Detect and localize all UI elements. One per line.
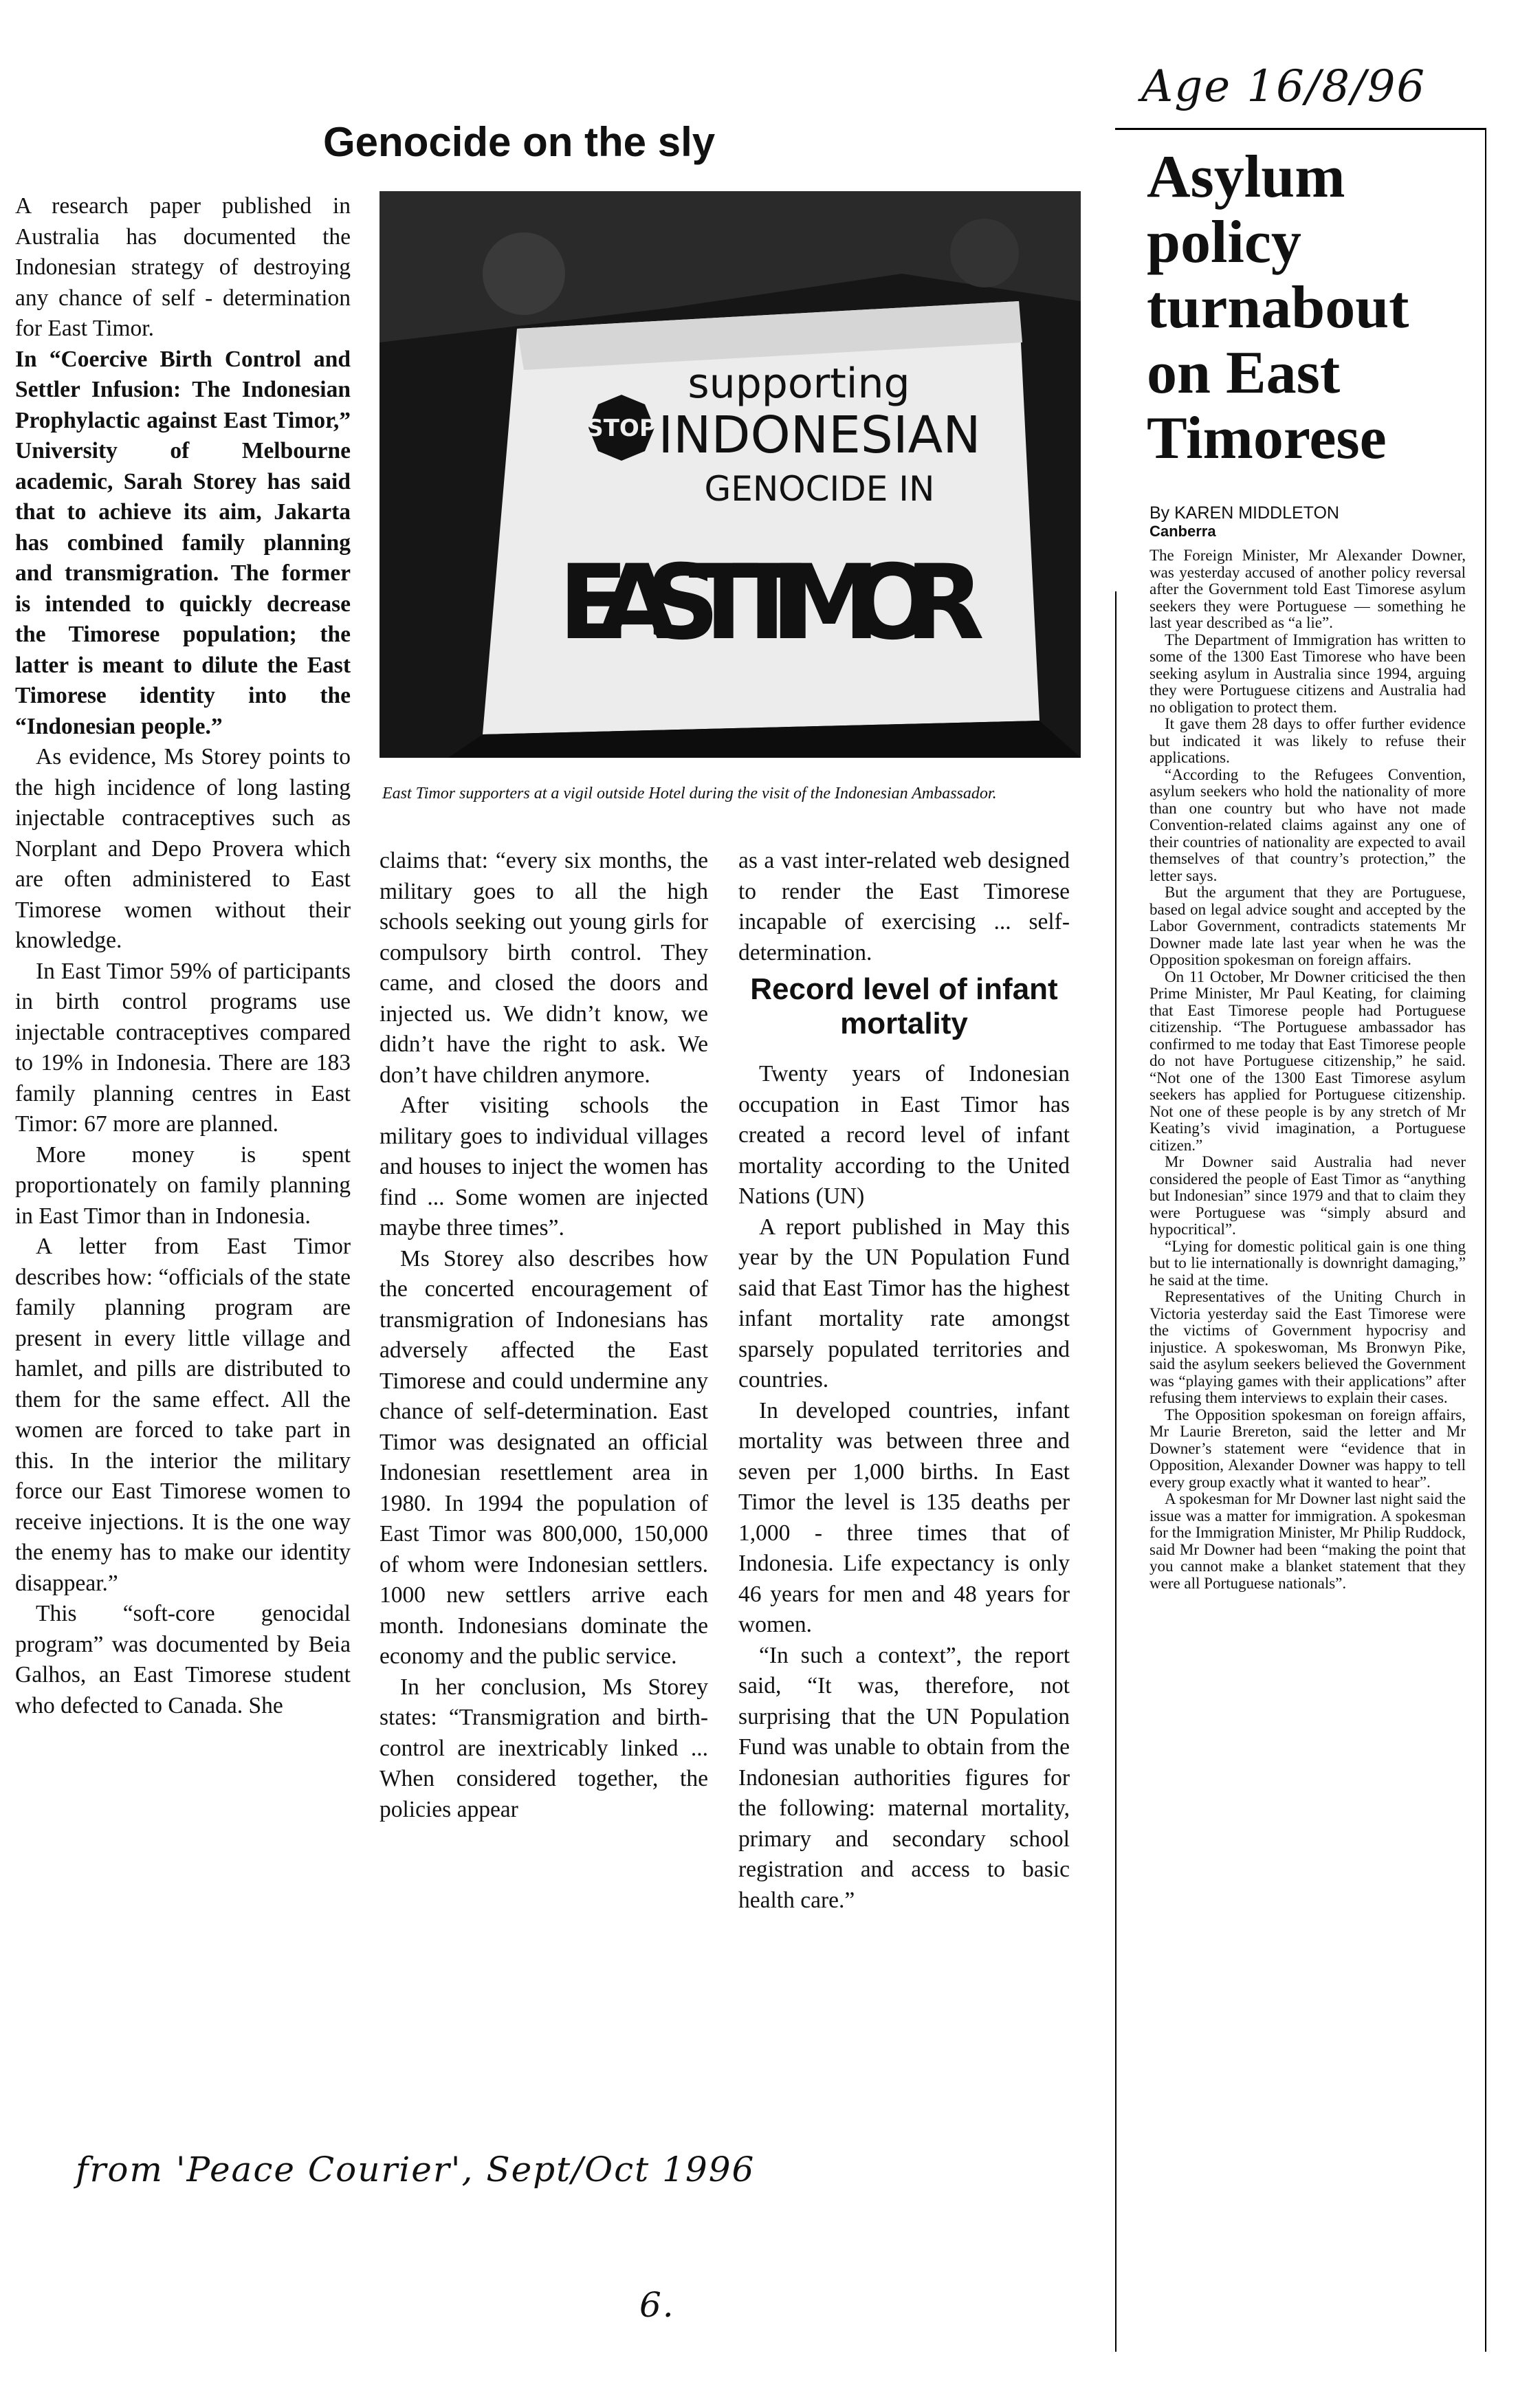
- photo-banner-line: EAST TIMOR: [558, 543, 984, 663]
- headline-line: on East: [1147, 340, 1341, 406]
- paragraph: In East Timor 59% of participants in birth control programs use injectable contraceptives compared to 19% in Indonesia. There are 183 family planning centres in East Timor: 67 more are planned.: [15, 958, 351, 1137]
- article-column-2: [380, 846, 708, 1825]
- paragraph: A spokesman for Mr Downer last night said the issue was a matter for immigration. A spokesman for the Immigration Minister, Mr Philip Ruddock, said Mr Downer had been “making the point that you cannot make a blanket statement that they were all Portuguese nationals”.: [1150, 1490, 1466, 1592]
- handwritten-date-note: Age 16/8/96: [1141, 61, 1427, 112]
- paragraph: But the argument that they are Portuguese, based on legal advice sought and accepted by the Labor Government, contradicts statements Mr Downer made late last year when he was the Opposition spokesman on foreign affairs.: [1150, 884, 1466, 968]
- photo-banner-line: INDONESIAN: [658, 406, 981, 465]
- article-column-1: [15, 191, 351, 1721]
- dateline: Canberra: [1150, 523, 1216, 540]
- paragraph: claims that: “every six months, the military goes to all the high schools seeking out young girls for compulsory birth control. They came, and closed the doors and injected us. We didn’t know, we didn’t have the right to ask. We don’t have children anymore.: [380, 848, 708, 1088]
- paragraph: Representatives of the Uniting Church in Victoria yesterday said the East Timorese were the victims of Government hypocrisy and injustice. A spokeswoman, Ms Bronwyn Pike, said the asylum seekers believed the Government was “playing games with their applications” after refusing them interviews to explain their cases.: [1150, 1288, 1466, 1406]
- paragraph: “In such a context”, the report said, “It was, therefore, not surprising that the UN Population Fund was unable to obtain from the Indonesian authorities figures for the following: maternal mortality, primary and secondary school registration and access to basic health care.”: [738, 1642, 1070, 1913]
- handwritten-source-note: from 'Peace Courier', Sept/Oct 1996: [76, 2150, 756, 2189]
- column-rule-right: [1485, 128, 1486, 2352]
- headline-line: Timorese: [1147, 405, 1387, 472]
- paragraph: Ms Storey also describes how the concerted encouragement of transmigration of Indonesians has adversely affected the East Timorese and could undermine any chance of self-determination. East Timor was designated an official Indonesian resettlement area in 1980. In 1994 the population of East Timor was 800,000, 150,000 of whom were Indonesian settlers. 1000 new settlers arrive each month. Indonesians dominate the economy and the public service.: [380, 1245, 708, 1669]
- paragraph: “Lying for domestic political gain is one thing but to lie internationally is downright damaging,” he said at the time.: [1150, 1237, 1466, 1289]
- vigil-photo: [380, 191, 1081, 758]
- vigil-photo-illustration: [380, 191, 1081, 758]
- paragraph: After visiting schools the military goes to individual villages and houses to inject the women has find ... Some women are injected maybe three times”.: [380, 1093, 708, 1241]
- subheading: Record level of infant mortality: [750, 972, 1058, 1040]
- paragraph: The Opposition spokesman on foreign affairs, Mr Laurie Brereton, said the letter and Mr Downer’s statement were “evidence that in Opposition, Alexander Downer was happy to tell every group exactly what it wanted to hear”.: [1150, 1406, 1466, 1491]
- paragraph: This “soft-core genocidal program” was documented by Beia Galhos, an East Timorese student who defected to Canada. She: [15, 1601, 351, 1718]
- paragraph: Mr Downer said Australia had never considered the people of East Timor as “anything but Indonesian” since 1979 and that to claim they were Portuguese was “simply absurd and hypocritical”.: [1150, 1153, 1466, 1238]
- paragraph: It gave them 28 days to offer further evidence but indicated it was likely to refuse their applications.: [1150, 715, 1466, 766]
- paragraph: A letter from East Timor describes how: “officials of the state family planning program are present in every little village and hamlet, and pills are distributed to them for the same effect. All the women are forced to take part in this. In the interior the military force our East Timorese women to receive injections. It is the one way the enemy has to make our identity disappear.”: [15, 1234, 351, 1596]
- photo-banner-line: GENOCIDE IN: [704, 469, 935, 509]
- headline-line: policy: [1147, 209, 1301, 276]
- column-rule-top: [1115, 128, 1486, 130]
- paragraph: as a vast inter-related web designed to render the East Timorese incapable of exercising ... self-determination.: [738, 848, 1070, 965]
- paragraph: “According to the Refugees Convention, asylum seekers who hold the nationality of more than one country but who have not made Convention-related claims against any one of their countries of nationality are expected to avail themselves of that country’s protection,” the letter says.: [1150, 765, 1466, 884]
- article-headline: Genocide on the sly: [323, 119, 716, 165]
- paragraph: As evidence, Ms Storey points to the high incidence of long lasting injectable contraceptives such as Norplant and Depo Provera which are often administered to East Timorese women without their knowledge.: [15, 744, 351, 953]
- paragraph: In developed countries, infant mortality was between three and seven per 1,000 births. In East Timor the level is 135 deaths per 1,000 - three times that of Indonesia. Life expectancy is only 46 years for men and 48 years for women.: [738, 1397, 1070, 1637]
- handwritten-page-number: 6.: [639, 2285, 675, 2325]
- right-article-headline: [1147, 144, 1477, 471]
- photo-caption: East Timor supporters at a vigil outside Hotel during the visit of the Indonesian Ambassador.: [382, 785, 997, 802]
- paragraph: More money is spent proportionately on family planning in East Timor than in Indonesia.: [15, 1141, 351, 1229]
- headline-line: Asylum: [1147, 144, 1345, 210]
- photo-stop-sign-text: STOP: [586, 415, 657, 442]
- paragraph: On 11 October, Mr Downer criticised the then Prime Minister, Mr Paul Keating, for claiming that East Timorese people had Portuguese citizenship. “The Portuguese ambassador has confirmed to me today that East Timorese people do not have Portuguese citizenship,” he said. “Not one of the 1300 East Timorese asylum seekers has applied for Portuguese citizenship. Not one of these people is by any stretch of Mr Keating’s vivid imagination, a Portuguese citizen.”: [1150, 968, 1466, 1154]
- paragraph: The Foreign Minister, Mr Alexander Downer, was yesterday accused of another policy reversal after the Government told East Timorese asylum seekers they were Portuguese — something he last year described as “a lie”.: [1150, 547, 1466, 631]
- paragraph-bold: In “Coercive Birth Control and Settler Infusion: The Indonesian Prophylactic against East Timor,” University of Melbourne academic, Sarah Storey has said that to achieve its aim, Jakarta has combined family planning and transmigration. The former is intended to quickly decrease the Timorese population; the latter is meant to dilute the East Timorese identity into the “Indonesian people.”: [15, 346, 351, 739]
- right-article-body: [1150, 547, 1466, 1592]
- byline: By KAREN MIDDLETON: [1150, 503, 1339, 523]
- column-rule-left: [1115, 591, 1116, 2352]
- paragraph: A report published in May this year by the UN Population Fund said that East Timor has the highest infant mortality rate amongst sparsely populated territories and countries.: [738, 1214, 1070, 1392]
- paragraph: Twenty years of Indonesian occupation in East Timor has created a record level of infant mortality according to the United Nations (UN): [738, 1061, 1070, 1209]
- paragraph: A research paper published in Australia has documented the Indonesian strategy of destroying any chance of self - determination for East Timor.: [15, 193, 351, 341]
- paragraph: In her conclusion, Ms Storey states: “Transmigration and birth-control are inextricably linked ... When considered together, the policies appear: [380, 1674, 708, 1822]
- photo-banner-line: supporting: [688, 360, 910, 408]
- headline-line: turnabout: [1147, 274, 1409, 341]
- article-column-3: [738, 846, 1070, 1916]
- paragraph: The Department of Immigration has written to some of the 1300 East Timorese who have been seeking asylum in Australia since 1994, arguing they were Portuguese citizens and Australia had no obligation to protect them.: [1150, 631, 1466, 716]
